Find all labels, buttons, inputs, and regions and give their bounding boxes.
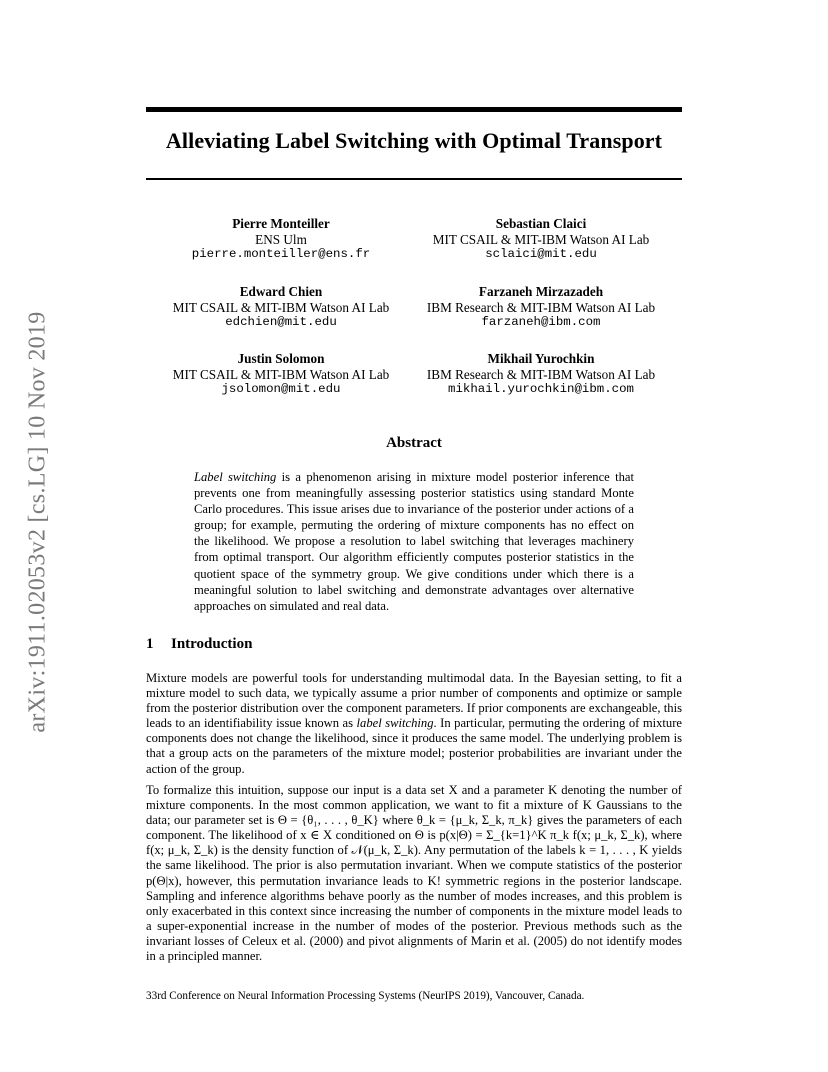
author-name: Mikhail Yurochkin (487, 351, 595, 366)
author-email: farzaneh@ibm.com (481, 315, 601, 329)
abstract-lead-term: Label switching (194, 470, 277, 484)
author-block (411, 351, 671, 398)
author-name: Pierre Monteiller (232, 216, 330, 231)
author-block (411, 216, 671, 263)
author-affiliation: MIT CSAIL & MIT-IBM Watson AI Lab (172, 299, 390, 315)
author-affiliation: MIT CSAIL & MIT-IBM Watson AI Lab (172, 366, 390, 382)
author-email: sclaici@mit.edu (485, 247, 597, 261)
title-rule-top (146, 107, 682, 112)
paragraph-italic-term: label switching (356, 716, 434, 731)
abstract-text (194, 469, 634, 614)
author-affiliation: ENS Ulm (255, 231, 307, 247)
author-block (151, 216, 411, 263)
paragraph-text: Mixture models are powerful tools for understanding multimodal data. In the Bayesian setting, to fit a mixture model to such data, we typically assume a prior number of components and optimize or sample from the posterior distribution over the component parameters. If prior components are exchangeable, this leads to an identifiability issue known as (146, 671, 682, 731)
author-affiliation: IBM Research & MIT-IBM Watson AI Lab (426, 366, 656, 382)
author-email: jsolomon@mit.edu (221, 382, 341, 396)
arxiv-stamp-text: arXiv:1911.02053v2 [cs.LG] 10 Nov 2019 (24, 311, 51, 733)
author-email: edchien@mit.edu (225, 315, 337, 329)
section-title: Introduction (171, 636, 253, 652)
author-name: Sebastian Claici (495, 216, 587, 231)
author-block (411, 284, 671, 331)
author-name: Farzaneh Mirzazadeh (478, 284, 604, 299)
conference-footnote: 33rd Conference on Neural Information Processing Systems (NeurIPS 2019), Vancouver, Canada. (146, 990, 585, 1002)
author-affiliation: MIT CSAIL & MIT-IBM Watson AI Lab (432, 231, 650, 247)
author-email: pierre.monteiller@ens.fr (191, 247, 371, 261)
paper-title: Alleviating Label Switching with Optimal Transport (165, 128, 663, 153)
abstract-heading: Abstract (386, 435, 442, 451)
intro-paragraph-2: To formalize this intuition, suppose our input is a data set X and a parameter K denoting the number of mixture components. In the most common application, we want to fit a mixture of K Gaussians to the data; our parameter set is Θ = {θ₁, . . . , θ_K} where θ_k = {μ_k, Σ_k, π_k} gives the parameters of each component. The likelihood of x ∈ X conditioned on Θ is p(x|Θ) = Σ_{k=1}^K π_k f(x; μ_k, Σ_k), where f(x; μ_k, Σ_k) is the density function of 𝒩(μ_k, Σ_k). Any permutation of the labels k = 1, . . . , K yields the same likelihood. The prior is also permutation invariant. When we compute statistics of the posterior p(Θ|x), however, this permutation invariance leads to K! symmetric regions in the posterior landscape. Sampling and inference algorithms behave poorly as the number of modes increases, and this problem is only exacerbated in this context since increasing the number of components in the mixture model leads to a super-exponential increase in the number of modes of the posterior. Previous methods such as the invariant losses of Celeux et al. (2000) and pivot alignments of Marin et al. (2005) do not identify modes in a principled manner. (146, 783, 682, 964)
section-number: 1 (146, 636, 154, 652)
intro-paragraph-1 (146, 671, 682, 777)
title-rule-bottom (146, 178, 682, 180)
section-heading (146, 636, 252, 653)
author-block (151, 284, 411, 331)
author-email: mikhail.yurochkin@ibm.com (448, 382, 634, 396)
author-affiliation: IBM Research & MIT-IBM Watson AI Lab (426, 299, 656, 315)
author-block (151, 351, 411, 398)
author-name: Edward Chien (239, 284, 323, 299)
paragraph-text: . In particular, permuting the ordering of mixture components does not change the likelihood, since it produces the same model. The underlying problem is that a group acts on the parameters of the mixture model; posterior probabilities are invariant under the action of the group. (146, 716, 682, 776)
abstract-body-text: is a phenomenon arising in mixture model posterior inference that prevents one from meaningfully assessing posterior statistics using standard Monte Carlo procedures. This issue arises due to invariance of the posterior under actions of a group; for example, permuting the ordering of mixture components has no effect on the likelihood. We propose a resolution to label switching that leverages machinery from optimal transport. Our algorithm efficiently computes posterior statistics in the quotient space of the symmetry group. We give conditions under which there is a meaningful solution to label switching and demonstrate advantages over alternative approaches on simulated and real data. (194, 470, 634, 613)
author-name: Justin Solomon (237, 351, 325, 366)
